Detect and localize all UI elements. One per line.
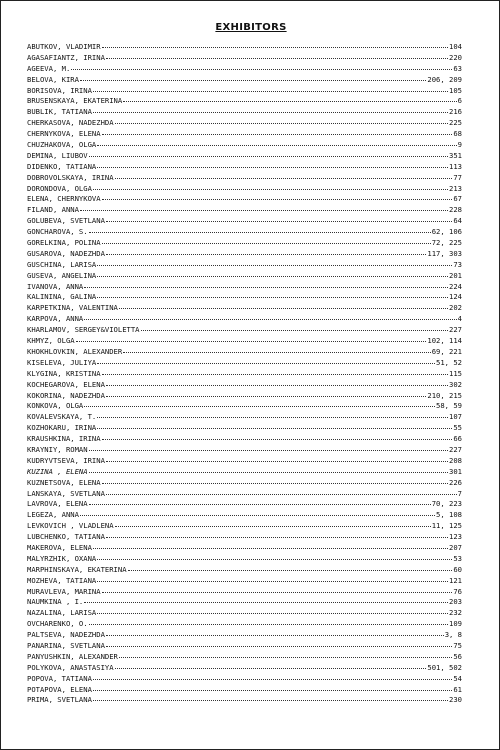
exhibitor-name: KONKOVA, OLGA xyxy=(27,401,84,411)
page-numbers: 213 xyxy=(449,183,462,193)
dot-leader xyxy=(89,226,431,233)
page-numbers: 6 xyxy=(457,96,462,106)
exhibitor-name: KUZINA , ELENA xyxy=(27,466,88,476)
page-numbers: 66 xyxy=(453,434,462,444)
page-numbers: 302 xyxy=(449,379,462,389)
page-numbers: 230 xyxy=(449,695,462,705)
dot-leader xyxy=(97,259,452,266)
dot-leader xyxy=(97,270,448,277)
page-numbers: 225 xyxy=(449,118,462,128)
page-numbers: 61 xyxy=(453,684,462,694)
dot-leader xyxy=(102,477,448,484)
page-numbers: 77 xyxy=(453,172,462,182)
page-numbers: 69, 221 xyxy=(431,346,462,356)
dot-leader xyxy=(123,95,456,102)
exhibitor-name: DORONDOVA, OLGA xyxy=(27,183,92,193)
dot-leader xyxy=(97,607,448,614)
dot-leader xyxy=(97,411,448,418)
dot-leader xyxy=(84,313,456,320)
dot-leader xyxy=(93,542,448,549)
page-numbers: 105 xyxy=(449,85,462,95)
page-numbers: 203 xyxy=(449,597,462,607)
exhibitor-name: GOLUBEVA, SVETLANA xyxy=(27,216,105,226)
page-numbers: 216 xyxy=(449,107,462,117)
exhibitor-name: LEGEZA, ANNA xyxy=(27,510,79,520)
exhibitor-name: ABUTKOV, VLADIMIR xyxy=(27,42,101,51)
exhibitor-name: DOBROVOLSKAYA, IRINA xyxy=(27,172,114,182)
exhibitor-name: DIDENKO, TATIANA xyxy=(27,161,97,171)
dot-leader xyxy=(119,651,452,658)
dot-leader xyxy=(89,444,448,451)
dot-leader xyxy=(119,302,448,309)
exhibitor-name: CHERKASOVA, NADEZHDA xyxy=(27,118,114,128)
page-numbers: 62, 106 xyxy=(431,227,462,237)
dot-leader xyxy=(141,324,449,331)
exhibitor-name: ELENA, CHERNYKOVA xyxy=(27,194,101,204)
exhibitor-name: AGEEVA, M. xyxy=(27,63,71,73)
exhibitor-name: CHERNYKOVA, ELENA xyxy=(27,129,101,139)
dot-leader xyxy=(102,237,431,244)
exhibitor-name: BUBLIK, TATIANA xyxy=(27,107,92,117)
page-numbers: 11, 125 xyxy=(431,521,462,531)
page-numbers: 67 xyxy=(453,194,462,204)
dot-leader xyxy=(115,520,431,527)
exhibitor-name: KRAUSHKINA, IRINA xyxy=(27,434,101,444)
exhibitor-name: BRUSENSKAYA, EKATERINA xyxy=(27,96,123,106)
page-numbers: 73 xyxy=(453,259,462,269)
dot-leader xyxy=(102,433,453,440)
page-numbers: 351 xyxy=(449,150,462,160)
page-numbers: 3, 8 xyxy=(444,630,462,640)
dot-leader xyxy=(102,193,453,200)
exhibitor-name: GONCHAROVA, S. xyxy=(27,227,88,237)
page-numbers: 226 xyxy=(449,477,462,487)
dot-leader xyxy=(71,63,452,70)
dot-leader xyxy=(115,662,427,669)
page-numbers: 208 xyxy=(449,455,462,465)
page-numbers: 70, 223 xyxy=(431,499,462,509)
exhibitor-name: KARPETKINA, VALENTINA xyxy=(27,303,118,313)
exhibitor-name: KRAYNIY, ROMAN xyxy=(27,444,88,454)
exhibitor-name: OVCHARENKO, O. xyxy=(27,619,88,629)
dot-leader xyxy=(89,498,431,505)
index-entry xyxy=(27,695,462,706)
dot-leader xyxy=(102,128,453,135)
exhibitor-name: CHUZHAKOVA, OLGA xyxy=(27,140,97,150)
dot-leader xyxy=(93,183,448,190)
page-numbers: 7 xyxy=(457,488,462,498)
page-numbers: 55 xyxy=(453,423,462,433)
dot-leader xyxy=(102,368,448,375)
dot-leader xyxy=(97,575,448,582)
dot-leader xyxy=(84,596,448,603)
dot-leader xyxy=(89,150,448,157)
page-numbers: 227 xyxy=(449,444,462,454)
page-numbers: 501, 502 xyxy=(427,662,462,672)
page-numbers: 228 xyxy=(449,205,462,215)
page-numbers: 113 xyxy=(449,161,462,171)
exhibitor-name: POTAPOVA, ELENA xyxy=(27,684,92,694)
exhibitor-name: DEMINA, LIUBOV xyxy=(27,150,88,160)
page-numbers: 220 xyxy=(449,52,462,62)
exhibitor-index-list xyxy=(27,42,462,706)
page-numbers: 5, 108 xyxy=(436,510,462,520)
exhibitor-name: KOCHEGAROVA, ELENA xyxy=(27,379,105,389)
exhibitor-name: PALTSEVA, NADEZHDA xyxy=(27,630,105,640)
page-numbers: 58, 59 xyxy=(436,401,462,411)
dot-leader xyxy=(128,564,453,571)
exhibitor-name: GUSEVA, ANGELINA xyxy=(27,270,97,280)
exhibitor-name: GORELKINA, POLINA xyxy=(27,238,101,248)
dot-leader xyxy=(97,139,456,146)
exhibitor-name: NAZALINA, LARISA xyxy=(27,608,97,618)
exhibitor-name: PANYUSHKIN, ALEXANDER xyxy=(27,651,118,661)
dot-leader xyxy=(93,694,448,701)
page-numbers: 51, 52 xyxy=(436,357,462,367)
dot-leader xyxy=(106,379,448,386)
exhibitor-name: LAVROVA, ELENA xyxy=(27,499,88,509)
page-numbers: 102, 114 xyxy=(427,336,462,346)
page-numbers: 115 xyxy=(449,368,462,378)
exhibitor-name: KHARLAMOV, SERGEY&VIOLETTA xyxy=(27,325,140,335)
page-numbers: 68 xyxy=(453,129,462,139)
exhibitor-name: KUDRYVTSEVA, IRINA xyxy=(27,455,105,465)
exhibitor-name: KHMYZ, OLGA xyxy=(27,336,75,346)
exhibitor-name: FILAND, ANNA xyxy=(27,205,79,215)
exhibitor-name: KOKORINA, NADEZHDA xyxy=(27,390,105,400)
page-numbers: 63 xyxy=(453,63,462,73)
dot-leader xyxy=(80,74,426,81)
dot-leader xyxy=(76,335,427,342)
dot-leader xyxy=(93,673,452,680)
page-numbers: 53 xyxy=(453,553,462,563)
exhibitor-name: AGASAFIANTZ, IRINA xyxy=(27,52,105,62)
dot-leader xyxy=(84,281,448,288)
exhibitor-name: LUBCHENKO, TATIANA xyxy=(27,532,105,542)
page-numbers: 76 xyxy=(453,586,462,596)
exhibitor-name: KOZHOKARU, IRINA xyxy=(27,423,97,433)
dot-leader xyxy=(80,204,448,211)
page-numbers: 60 xyxy=(453,564,462,574)
dot-leader xyxy=(97,161,448,168)
exhibitor-name: GUSAROVA, NADEZHDA xyxy=(27,248,105,258)
exhibitor-name: NAUMKINA , I. xyxy=(27,597,84,607)
page-numbers: 107 xyxy=(449,412,462,422)
dot-leader xyxy=(102,41,448,48)
dot-leader xyxy=(115,172,453,179)
exhibitor-name: IVANOVA, ANNA xyxy=(27,281,84,291)
page-numbers: 227 xyxy=(449,325,462,335)
exhibitor-name: KHOKHLOVKIN, ALEXANDER xyxy=(27,346,123,356)
dot-leader xyxy=(97,422,452,429)
exhibitor-name: MALYRZHIK, OXANA xyxy=(27,553,97,563)
page-numbers: 4 xyxy=(457,314,462,324)
exhibitor-name: KUZNETSOVA, ELENA xyxy=(27,477,101,487)
page-numbers: 206, 209 xyxy=(427,74,462,84)
exhibitor-name: LANSKAYA, SVETLANA xyxy=(27,488,105,498)
dot-leader xyxy=(84,400,435,407)
page-numbers: 75 xyxy=(453,640,462,650)
dot-leader xyxy=(102,586,453,593)
dot-leader xyxy=(106,629,444,636)
exhibitor-name: KALININA, GALINA xyxy=(27,292,97,302)
exhibitor-name: KLYGINA, KRISTINA xyxy=(27,368,101,378)
page-numbers: 123 xyxy=(449,532,462,542)
dot-leader xyxy=(106,215,452,222)
page-numbers: 124 xyxy=(449,292,462,302)
page-title: EXHIBITORS xyxy=(215,22,287,33)
page-numbers: 54 xyxy=(453,673,462,683)
page-numbers: 232 xyxy=(449,608,462,618)
page-numbers: 104 xyxy=(449,42,462,51)
page-numbers: 109 xyxy=(449,619,462,629)
exhibitor-name: GUSCHINA, LARISA xyxy=(27,259,97,269)
dot-leader xyxy=(106,390,426,397)
page-numbers: 9 xyxy=(457,140,462,150)
exhibitor-name: KOVALEVSKAYA, T. xyxy=(27,412,97,422)
dot-leader xyxy=(106,455,448,462)
dot-leader xyxy=(106,640,452,647)
exhibitor-name: MARPHINSKAYA, EKATERINA xyxy=(27,564,127,574)
page-numbers: 301 xyxy=(449,466,462,476)
dot-leader xyxy=(89,466,448,473)
exhibitor-name: PRIMA, SVETLANA xyxy=(27,695,92,705)
dot-leader xyxy=(93,85,448,92)
page-numbers: 56 xyxy=(453,651,462,661)
dot-leader xyxy=(106,248,426,255)
dot-leader xyxy=(106,52,448,59)
page-numbers: 224 xyxy=(449,281,462,291)
dot-leader xyxy=(80,509,435,516)
dot-leader xyxy=(93,106,448,113)
exhibitor-name: KISELEVA, JULIYA xyxy=(27,357,97,367)
exhibitor-name: MOZHEVA, TATIANA xyxy=(27,575,97,585)
dot-leader xyxy=(93,684,452,691)
page-numbers: 72, 225 xyxy=(431,238,462,248)
dot-leader xyxy=(115,117,448,124)
exhibitor-name: PANARINA, SVETLANA xyxy=(27,640,105,650)
dot-leader xyxy=(97,553,452,560)
exhibitor-name: KARPOVA, ANNA xyxy=(27,314,84,324)
dot-leader xyxy=(106,531,448,538)
page-numbers: 121 xyxy=(449,575,462,585)
exhibitor-name: MURAVLEVA, MARINA xyxy=(27,586,101,596)
page-numbers: 117, 303 xyxy=(427,248,462,258)
exhibitor-name: POPOVA, TATIANA xyxy=(27,673,92,683)
exhibitor-name: BELOVA, KIRA xyxy=(27,74,79,84)
dot-leader xyxy=(106,488,457,495)
page-numbers: 207 xyxy=(449,542,462,552)
page-numbers: 210, 215 xyxy=(427,390,462,400)
page-numbers: 201 xyxy=(449,270,462,280)
dot-leader xyxy=(89,618,448,625)
page-numbers: 202 xyxy=(449,303,462,313)
dot-leader xyxy=(123,346,431,353)
exhibitor-name: LEVKOVICH , VLADLENA xyxy=(27,521,114,531)
dot-leader xyxy=(97,291,448,298)
exhibitor-name: BORISOVA, IRINA xyxy=(27,85,92,95)
exhibitor-name: POLYKOVA, ANASTASIYA xyxy=(27,662,114,672)
exhibitor-name: MAKEROVA, ELENA xyxy=(27,542,92,552)
page-numbers: 64 xyxy=(453,216,462,226)
dot-leader xyxy=(97,357,435,364)
